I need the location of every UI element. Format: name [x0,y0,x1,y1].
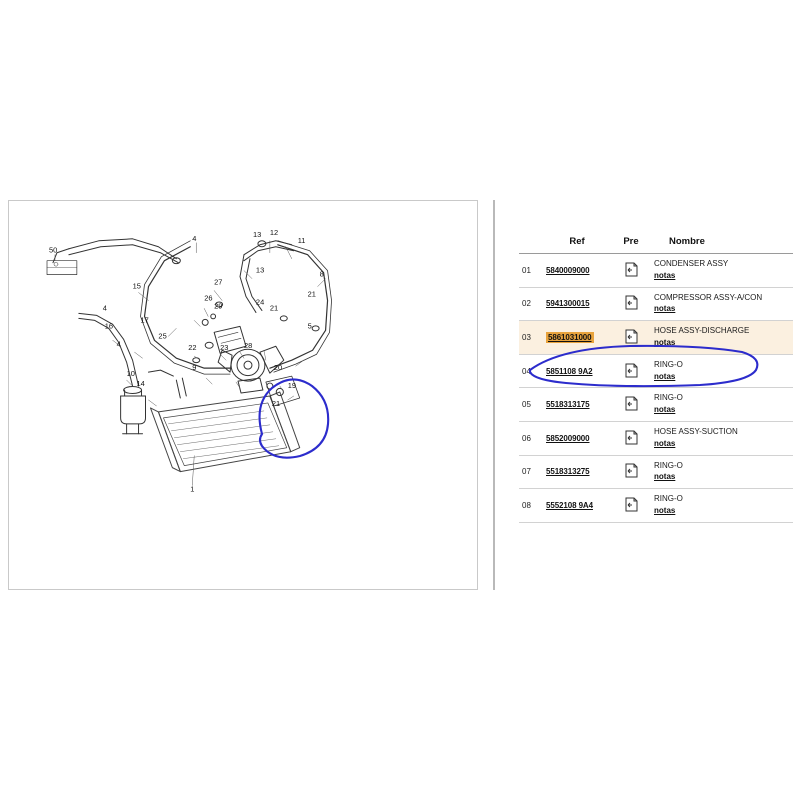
ref-link[interactable]: 5840009000 [546,265,590,275]
row-name [651,287,793,321]
part-name: CONDENSER ASSY [654,259,729,268]
ref-link[interactable]: 5518313275 [546,467,590,477]
row-pre[interactable] [611,287,651,321]
svg-text:20: 20 [273,363,283,373]
svg-text:4: 4 [192,233,197,243]
row-index: 07 [519,455,543,489]
pipe-to-condenser [148,370,186,398]
part-name: RING-O [654,494,683,504]
table-row[interactable] [519,455,793,489]
part-name: RING-O [654,460,683,470]
notes-link[interactable]: notas [654,337,676,347]
diagram-panel [8,200,478,590]
svg-text:13: 13 [252,229,262,239]
notes-link[interactable]: notas [654,270,676,280]
svg-text:21: 21 [271,398,281,408]
row-ref [543,254,611,288]
svg-text:8: 8 [319,269,324,279]
row-name [651,421,793,455]
svg-text:13: 13 [255,265,265,275]
row-index: 04 [519,354,543,388]
svg-text:24: 24 [255,297,265,307]
compressor-bracket [214,326,246,353]
table-row-selected[interactable] [519,321,793,355]
notes-link[interactable]: notas [654,371,676,381]
row-name [651,321,793,355]
svg-text:11: 11 [297,235,306,245]
pipe-upper-right [240,241,294,313]
ref-link[interactable]: 5941300015 [546,299,590,309]
row-index: 01 [519,254,543,288]
row-ref [543,354,611,388]
svg-text:27: 27 [214,277,223,287]
header-pre: Pre [611,232,651,254]
header-index [519,232,543,254]
preview-icon[interactable] [625,295,638,310]
row-ref [543,489,611,523]
preview-icon[interactable] [625,329,638,344]
row-index: 02 [519,287,543,321]
svg-text:22: 22 [188,343,197,353]
notes-link[interactable]: notas [654,405,676,415]
table-row[interactable] [519,354,793,388]
notes-link[interactable]: notas [654,304,676,314]
row-pre[interactable] [611,321,651,355]
ref-link[interactable]: 5851108 9A2 [546,366,593,376]
row-index: 06 [519,421,543,455]
svg-text:15: 15 [132,281,141,291]
svg-text:19: 19 [287,381,297,391]
row-pre[interactable] [611,388,651,422]
table-row[interactable] [519,489,793,523]
svg-text:23: 23 [220,343,229,353]
table-row[interactable] [519,421,793,455]
row-ref [543,388,611,422]
svg-text:1: 1 [190,484,195,494]
ref-link[interactable]: 5518313175 [546,400,590,410]
part-name: HOSE ASSY-SUCTION [654,426,738,436]
part-name: RING-O [654,393,683,403]
part-name: COMPRESSOR ASSY-A/CON [654,292,763,302]
svg-text:21: 21 [269,303,279,313]
ref-link[interactable]: 5852009000 [546,433,590,443]
row-name [651,354,793,388]
svg-text:9: 9 [192,363,197,373]
preview-icon[interactable] [625,430,638,445]
panel-divider [493,200,495,590]
svg-text:10: 10 [126,369,135,379]
row-ref [543,455,611,489]
row-name [651,388,793,422]
svg-text:4: 4 [102,303,107,313]
row-name [651,254,793,288]
preview-icon[interactable] [625,497,638,512]
table-row[interactable] [519,287,793,321]
table-body [519,254,793,523]
preview-icon[interactable] [625,463,638,478]
ref-link[interactable]: 5552108 9A4 [546,500,593,510]
svg-text:25: 25 [158,331,167,341]
row-ref [543,421,611,455]
receiver-drier [121,387,146,434]
svg-text:16: 16 [104,321,114,331]
svg-text:14: 14 [136,379,145,389]
svg-text:28: 28 [243,341,253,351]
notes-link[interactable]: notas [654,438,676,448]
ref-link[interactable]: 5861031000 [548,332,592,342]
svg-text:26: 26 [204,293,213,303]
row-pre[interactable] [611,354,651,388]
svg-text:29: 29 [214,301,223,311]
table-header-row [519,232,793,254]
svg-text:21: 21 [307,289,316,299]
table-row[interactable] [519,388,793,422]
row-ref [543,287,611,321]
notes-link[interactable]: notas [654,472,676,482]
preview-icon[interactable] [625,396,638,411]
row-index: 03 [519,321,543,355]
table-row[interactable] [519,254,793,288]
row-index: 08 [519,489,543,523]
row-ref [543,321,611,355]
parts-table [519,232,793,523]
svg-text:17: 17 [140,315,149,325]
row-name [651,455,793,489]
header-name: Nombre [651,232,793,254]
part-name: RING-O [654,359,683,369]
svg-text:5: 5 [307,321,312,331]
parts-table-panel [493,200,793,590]
part-name: HOSE ASSY-DISCHARGE [654,326,750,336]
header-ref: Ref [543,232,611,254]
preview-icon[interactable] [625,262,638,277]
svg-text:4: 4 [116,339,121,349]
preview-icon[interactable] [625,363,638,378]
row-pre[interactable] [611,489,651,523]
parts-illustration [9,201,477,589]
legend-box [47,261,77,275]
row-index: 05 [519,388,543,422]
row-pre[interactable] [611,254,651,288]
notes-link[interactable]: notas [654,505,676,515]
row-name [651,489,793,523]
row-pre[interactable] [611,421,651,455]
row-pre[interactable] [611,455,651,489]
svg-text:50: 50 [49,245,58,255]
svg-text:12: 12 [269,227,279,237]
